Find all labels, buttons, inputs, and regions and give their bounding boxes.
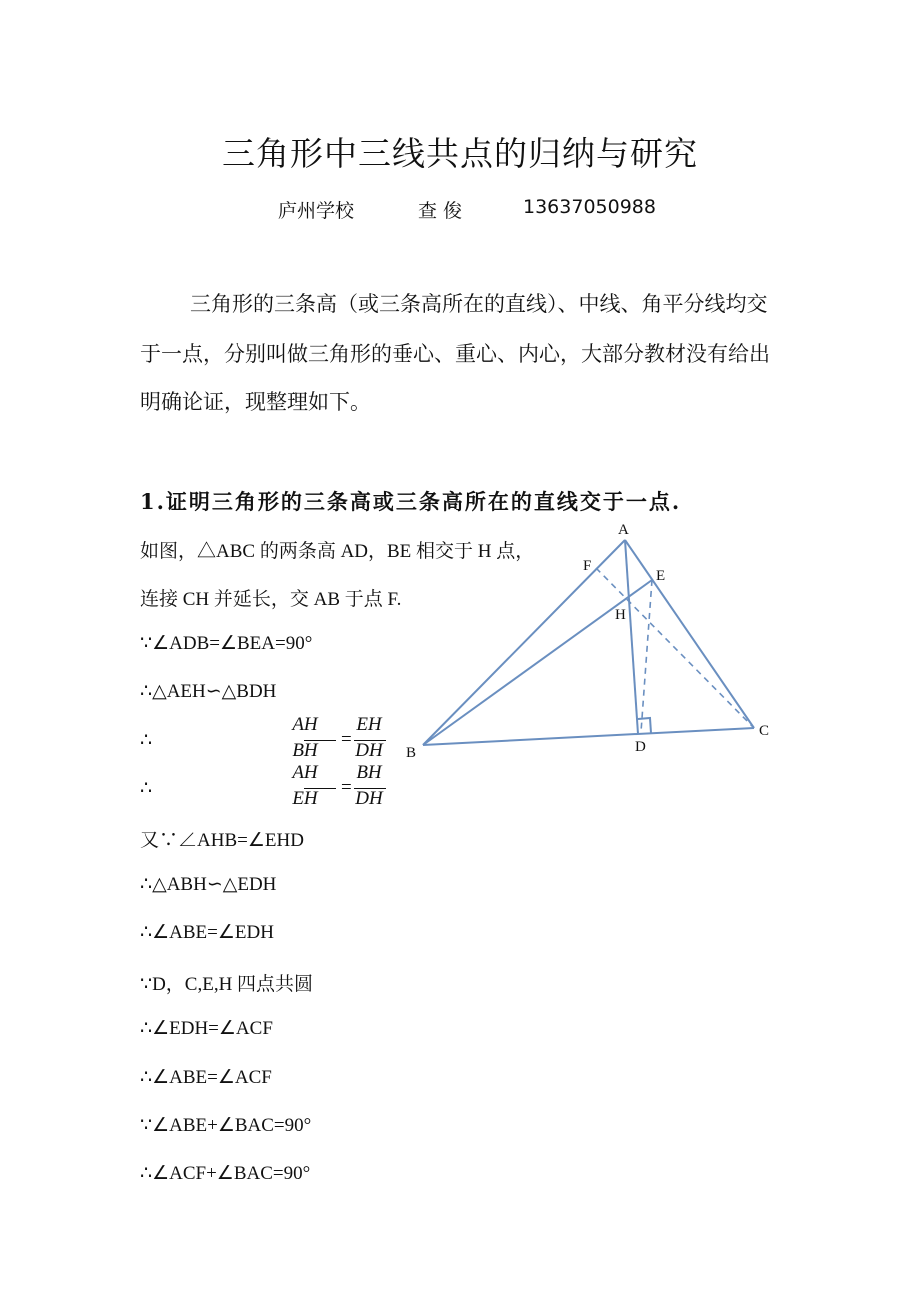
- side-ac: [625, 540, 754, 728]
- line-ed-dashed: [641, 580, 652, 732]
- side-ab: [423, 540, 625, 745]
- equals-sign: =: [341, 777, 352, 798]
- fraction-denominator: DH: [355, 740, 383, 761]
- point-label-f: F: [583, 558, 592, 574]
- proof-step-10: ∴∠ACF+∠BAC=90°: [140, 1163, 311, 1184]
- proof-step-3: 又∵∠AHB=∠EHD: [140, 830, 304, 851]
- intro-line-3: 明确论证，现整理如下。: [140, 390, 371, 414]
- section-1-desc-1: 如图，△ABC 的两条高 AD，BE 相交于 H 点，: [140, 541, 535, 562]
- therefore-symbol: ∴: [140, 778, 153, 799]
- intro-line-1: 三角形的三条高（或三条高所在的直线）、中线、角平分线均交: [190, 292, 768, 316]
- fraction-denominator: DH: [355, 788, 383, 809]
- fraction-denominator: EH: [292, 788, 318, 809]
- point-label-d: D: [635, 739, 646, 755]
- author-phone: 13637050988: [523, 196, 656, 218]
- fraction-numerator: EH: [356, 714, 382, 735]
- point-label-e: E: [656, 568, 666, 584]
- fraction-numerator: BH: [356, 762, 382, 783]
- line-cf-dashed: [596, 568, 754, 728]
- point-label-h: H: [615, 607, 626, 623]
- therefore-symbol: ∴: [140, 730, 153, 751]
- vertex-label-a: A: [618, 522, 629, 538]
- proof-step-1: ∵∠ADB=∠BEA=90°: [140, 633, 313, 654]
- author-name: 查 俊: [418, 200, 463, 222]
- proof-step-5: ∴∠ABE=∠EDH: [140, 922, 274, 943]
- equals-sign: =: [341, 729, 352, 750]
- proof-step-9: ∵∠ABE+∠BAC=90°: [140, 1115, 312, 1136]
- section-1-heading: 1.证明三角形的三条高或三条高所在的直线交于一点.: [140, 489, 682, 514]
- vertex-label-c: C: [759, 723, 770, 739]
- page-title: 三角形中三线共点的归纳与研究: [222, 134, 698, 173]
- altitude-be: [423, 580, 652, 745]
- side-bc: [423, 728, 754, 745]
- right-angle-mark: [638, 718, 651, 733]
- proof-step-2: ∴△AEH∽△BDH: [140, 681, 277, 702]
- proof-step-8: ∴∠ABE=∠ACF: [140, 1067, 272, 1088]
- proof-step-4: ∴△ABH∽△EDH: [140, 874, 277, 895]
- fraction-denominator: BH: [292, 740, 318, 761]
- author-school: 庐州学校: [278, 200, 355, 222]
- vertex-label-b: B: [406, 745, 417, 761]
- fraction-numerator: AH: [292, 714, 318, 735]
- altitude-ad: [625, 540, 638, 734]
- intro-line-2: 于一点，分别叫做三角形的垂心、重心、内心，大部分教材没有给出: [140, 342, 770, 366]
- proof-step-7: ∴∠EDH=∠ACF: [140, 1018, 273, 1039]
- fraction-numerator: AH: [292, 762, 318, 783]
- proof-step-6: ∵D，C,E,H 四点共圆: [140, 974, 314, 995]
- section-1-desc-2: 连接 CH 并延长，交 AB 于点 F.: [140, 589, 402, 610]
